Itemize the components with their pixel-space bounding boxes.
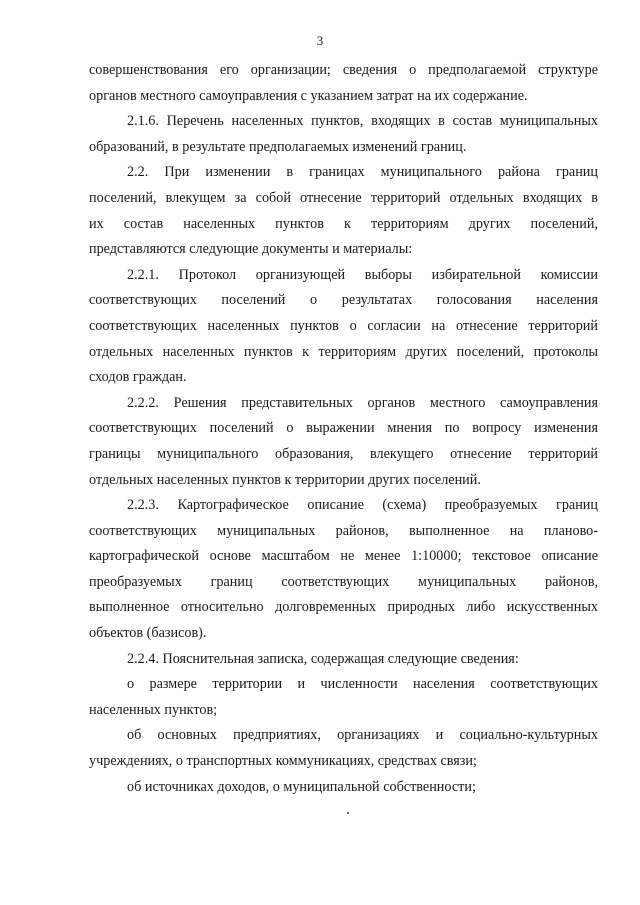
- paragraph: [89, 263, 598, 391]
- paragraph: [89, 672, 598, 723]
- text-line: соответствующих поселений о результатах голосования населения: [89, 292, 598, 309]
- text-line: о размере территории и численности населения соответствующих: [127, 676, 598, 693]
- scan-speck: [347, 812, 349, 814]
- paragraph: [89, 647, 598, 673]
- text-line: об источниках доходов, о муниципальной собственности;: [127, 778, 476, 795]
- text-line: их состав населенных пунктов к территориям других поселений,: [89, 215, 598, 232]
- paragraph: [89, 109, 598, 160]
- text-line: 2.2.2. Решения представительных органов местного самоуправления: [127, 394, 598, 411]
- text-line: 2.2.4. Пояснительная записка, содержащая следующие сведения:: [127, 650, 519, 667]
- paragraph: [89, 160, 598, 262]
- text-line: органов местного самоуправления с указанием затрат на их содержание.: [89, 87, 528, 104]
- text-line: картографической основе масштабом не менее 1:10000; текстовое описание: [89, 548, 598, 565]
- text-line: соответствующих муниципальных районов, выполненное на планово-: [89, 522, 598, 539]
- text-line: поселений, влекущем за собой отнесение территорий отдельных входящих в: [89, 189, 598, 206]
- text-line: 2.2.3. Картографическое описание (схема) преобразуемых границ: [127, 497, 598, 514]
- text-line: 2.2. При изменении в границах муниципального района границ: [127, 164, 598, 181]
- text-line: преобразуемых границ соответствующих муниципальных районов,: [89, 573, 598, 590]
- text-line: отдельных населенных пунктов к территории других поселений.: [89, 471, 481, 488]
- text-line: представляются следующие документы и материалы:: [89, 241, 413, 258]
- text-line: об основных предприятиях, организациях и социально-культурных: [127, 727, 598, 744]
- document-body: [89, 58, 598, 800]
- paragraph: [89, 775, 598, 801]
- text-line: 2.2.1. Протокол организующей выборы избирательной комиссии: [127, 266, 598, 283]
- paragraph: [89, 493, 598, 647]
- paragraph: [89, 391, 598, 493]
- page-number: 3: [316, 33, 324, 48]
- text-line: сходов граждан.: [89, 369, 187, 386]
- text-line: населенных пунктов;: [89, 701, 218, 718]
- text-line: объектов (базисов).: [89, 625, 207, 642]
- text-line: выполненное относительно долговременных природных либо искусственных: [89, 599, 598, 616]
- text-line: границы муниципального образования, влекущего отнесение территорий: [89, 445, 598, 462]
- text-line: соответствующих населенных пунктов о согласии на отнесение территорий: [89, 317, 598, 334]
- paragraph: [89, 58, 598, 109]
- text-line: отдельных населенных пунктов к территориям других поселений, протоколы: [89, 343, 598, 360]
- text-line: 2.1.6. Перечень населенных пунктов, входящих в состав муниципальных: [127, 113, 598, 130]
- text-line: соответствующих поселений о выражении мнения по вопросу изменения: [89, 420, 598, 437]
- text-line: образований, в результате предполагаемых изменений границ.: [89, 138, 467, 155]
- paragraph: [89, 723, 598, 774]
- text-line: учреждениях, о транспортных коммуникациях, средствах связи;: [89, 753, 477, 770]
- text-line: совершенствования его организации; сведения о предполагаемой структуре: [89, 62, 598, 78]
